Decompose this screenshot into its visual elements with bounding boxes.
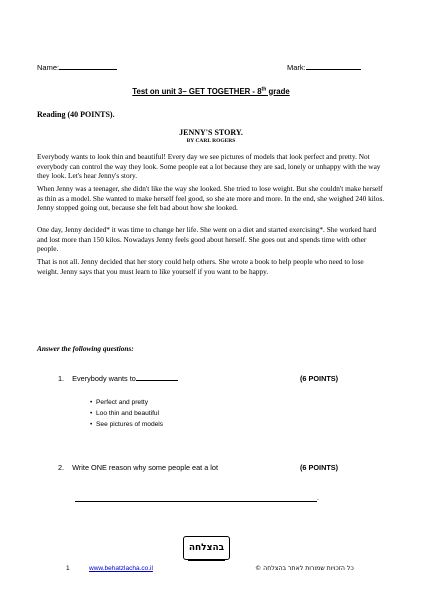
- story-paragraph: Everybody wants to look thin and beautiful! Every day we see pictures of models that look perfect and pretty. Not everybody can control the way they look. Some people eat a lot because they are sad, lonely or unhappy with the way they look. Let's hear Jenny's story.: [37, 152, 381, 181]
- question-points: (6 POINTS): [300, 374, 339, 383]
- story-byline: BY CARL ROGERS: [186, 138, 236, 144]
- option-item: • Loo thin and beautiful: [90, 408, 163, 419]
- story-title: JENNY'S STORY.: [179, 128, 243, 137]
- page-number: 1: [66, 565, 70, 572]
- mark-field: [287, 63, 361, 72]
- question-1: [58, 374, 178, 383]
- question-points: (6 POINTS): [300, 463, 339, 472]
- question-2: [58, 463, 218, 472]
- question-text: Everybody wants to: [72, 374, 136, 383]
- option-item: • See pictures of models: [90, 419, 163, 430]
- question-number: 2.: [58, 463, 65, 472]
- question-number: 1.: [58, 374, 65, 383]
- mark-blank[interactable]: [306, 69, 361, 70]
- answer-line-end: .: [317, 495, 319, 502]
- site-link[interactable]: www.behatzlacha.co.il: [89, 565, 153, 572]
- option-list: [90, 397, 163, 430]
- answer-blank[interactable]: [136, 380, 178, 381]
- name-field: [37, 63, 117, 72]
- name-label: Name:: [37, 63, 60, 72]
- test-title: Test on unit 3– GET TOGETHER - 8th grade: [132, 86, 290, 96]
- answer-line[interactable]: [75, 501, 317, 502]
- story-paragraph: When Jenny was a teenager, she didn't like the way she looked. She tried to lose weight. But she couldn't make herself as thin as a model. She wanted to make herself feel good, so she ate more and more. In the end, she weighed 240 kilos. Jenny stopped going out, because she felt bad about how she looked.: [37, 184, 385, 213]
- mark-label: Mark:: [287, 63, 306, 72]
- name-blank[interactable]: [59, 69, 117, 70]
- reading-heading: Reading (40 POINTS).: [37, 110, 115, 119]
- story-paragraph: One day, Jenny decided* it was time to change her life. She went on a diet and started exercising*. She worked hard and lost more than 150 kilos. Nowadays Jenny feels good about herself. She goes out and spends time with other people.: [37, 225, 377, 254]
- option-item: • Perfect and pretty: [90, 397, 163, 408]
- questions-instruction: Answer the following questions:: [37, 344, 134, 353]
- copyright-notice: כל הזכויות שמורות לאתר בהצלחה ©: [255, 565, 354, 572]
- story-paragraph: That is not all. Jenny decided that her story could help others. She wrote a book to help people who need to lose weight. Jenny says that you must learn to like yourself if you want to be happy.: [37, 257, 364, 276]
- behatzlacha-logo: בהצלחה: [183, 536, 230, 560]
- question-text: Write ONE reason why some people eat a lot: [72, 463, 218, 472]
